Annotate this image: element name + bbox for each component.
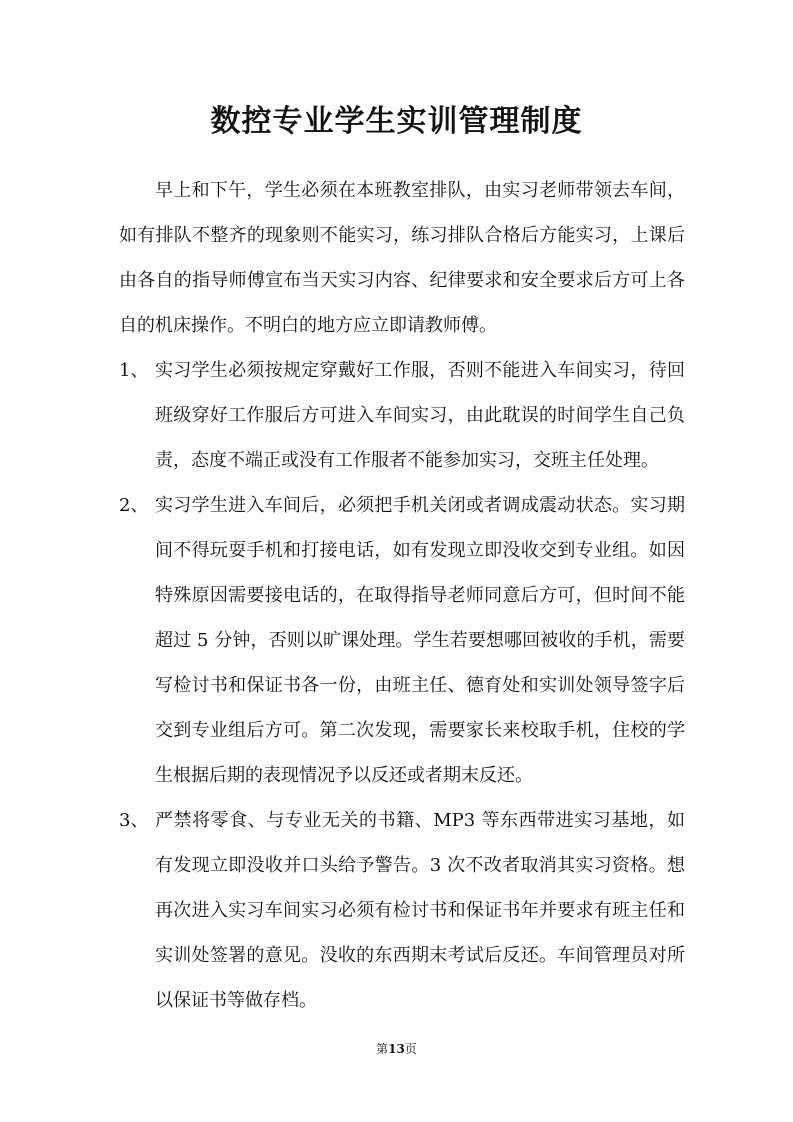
rule-item-number: 3、	[119, 810, 149, 831]
rule-item-text: 实习学生进入车间后，必须把手机关闭或者调成震动状态。实习期间不得玩耍手机和打接电话，如有发现立即没收交到专业组。如因特殊原因需要接电话的，在取得指导老师同意后方可，但时间不能超过 5 分钟，否则以旷课处理。学生若要想哪回被收的手机，需要写检讨书和保证书各一份，由班主任、德育处和实训处领导签字后交到专业组后方可。第二次发现，需要家长来校取手机，住校的学生根据后期的表现情况予以反还或者期末反还。	[155, 495, 685, 786]
rule-item-number: 2、	[119, 495, 149, 516]
rule-item-3	[119, 798, 685, 1023]
footer-suffix: 页	[404, 1042, 417, 1056]
rule-item-2	[119, 483, 685, 798]
page-footer	[0, 1040, 793, 1058]
page-number: 13	[388, 1042, 405, 1056]
rule-item-text: 严禁将零食、与专业无关的书籍、MP3 等东西带进实习基地，如有发现立即没收并口头给予警告。3 次不改者取消其实习资格。想再次进入实习车间实习必须有检讨书和保证书年并要求有班主任和实训处签署的意见。没收的东西期末考试后反还。车间管理员对所以保证书等做存档。	[155, 810, 685, 1011]
intro-paragraph: 早上和下午，学生必须在本班教室排队，由实习老师带领去车间，如有排队不整齐的现象则不能实习，练习排队合格后方能实习，上课后由各自的指导师傅宣布当天实习内容、纪律要求和安全要求后方可上各自的机床操作。不明白的地方应立即请教师傅。	[119, 180, 685, 336]
document-body	[119, 168, 685, 1023]
footer-prefix: 第	[376, 1042, 389, 1056]
document-title: 数控专业学生实训管理制度	[210, 104, 583, 139]
rule-item-text: 实习学生必须按规定穿戴好工作服，否则不能进入车间实习，待回班级穿好工作服后方可进入车间实习，由此耽误的时间学生自己负责，态度不端正或没有工作服者不能参加实习，交班主任处理。	[155, 360, 685, 471]
rule-item-number: 1、	[119, 360, 149, 381]
rule-item-1	[119, 348, 685, 483]
